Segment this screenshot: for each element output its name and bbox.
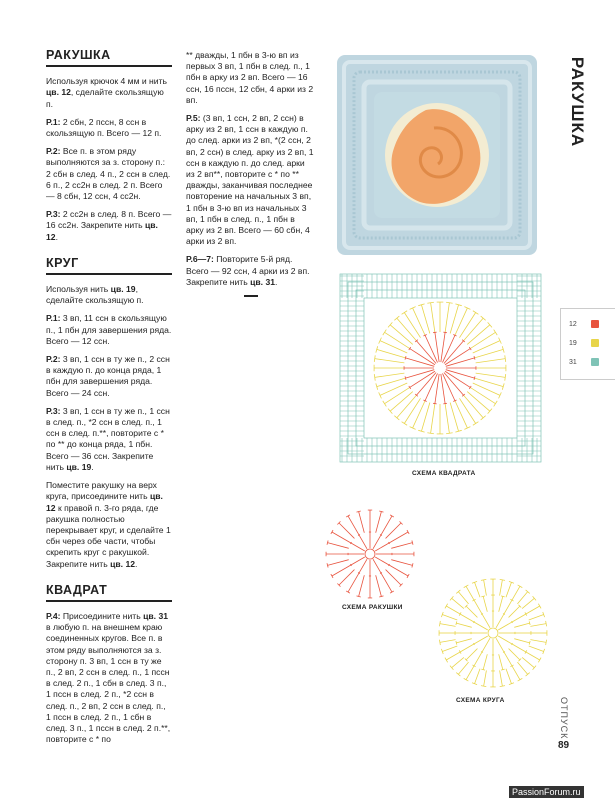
shell-row-1: Р.1: 2 сбн, 2 пссн, 8 ссн в скользящую п. Всего — 12 п.	[46, 116, 162, 139]
circle-chart-r3-stitch	[522, 657, 534, 667]
square-chart-circle-stitch	[375, 373, 405, 377]
circle-chart-r3-stitch	[526, 606, 540, 614]
swatch-dot-31	[591, 358, 599, 366]
shell-chart-r2-stitch	[381, 573, 392, 592]
shell-row-3: Р.3: 2 сс2н в след. 8 п. Всего — 16 сс2н. Закрепите нить цв. 12.	[46, 209, 172, 242]
square-chart-circle-stitch	[397, 395, 417, 418]
circle-chart-r3-stitch	[512, 586, 520, 600]
circle-chart-r3-stitch	[500, 670, 503, 686]
square-chart-circle-stitch	[384, 387, 409, 403]
circle-chart-r2-stitch	[483, 596, 487, 611]
circle-chart-r3-stitch	[442, 646, 457, 651]
circle-chart-r1-stitch	[496, 614, 504, 628]
circle-chart-r2-stitch-top	[456, 641, 457, 645]
square-chart-shell-stitch	[446, 370, 475, 378]
square-chart-circle-stitch-top	[402, 422, 408, 426]
section-label: ОТПУСК	[559, 697, 569, 740]
circle-chart-r3-stitch	[506, 582, 511, 597]
circle-chart-r3-stitch	[442, 615, 457, 620]
circle-chart-r3-stitch	[484, 670, 487, 686]
circle-chart-r2-stitch	[512, 644, 526, 652]
circle-chart-r2-stitch	[474, 652, 482, 666]
shell-chart-ring	[365, 549, 375, 559]
circle-chart-r3-stitch-top	[500, 579, 505, 580]
circle-chart-r3-stitch	[452, 657, 464, 667]
end-rule	[244, 295, 258, 297]
shell-chart-r2-stitch	[391, 560, 412, 566]
square-chart-shell-stitch-top	[405, 356, 406, 359]
watermark: PassionForum.ru	[509, 786, 584, 798]
shell-chart-r1-stitch	[373, 535, 381, 549]
square-chart-shell-stitch-top	[474, 376, 475, 379]
circle-chart-r3-stitch	[517, 592, 527, 604]
square-chart-shell-stitch-top	[405, 376, 406, 379]
circle-chart-r2-stitch	[512, 614, 526, 622]
circle-chart-r3-stitch-top	[439, 621, 440, 626]
shell-chart-r1-stitch	[375, 557, 389, 565]
square-chart-circle-stitch	[476, 359, 506, 363]
shell-chart-r2-stitch	[348, 516, 359, 535]
circle-chart-r3-stitch-top	[500, 686, 505, 687]
shell-chart-r1-stitch	[351, 557, 365, 565]
circle-chart-r3-stitch	[529, 615, 544, 620]
circle-chart-r3-stitch-top	[481, 686, 486, 687]
circle-chart-r2-stitch	[456, 639, 471, 643]
square-chart-shell-stitch	[445, 371, 470, 387]
swatch-dot-19	[591, 339, 599, 347]
shell-chart-r1-stitch	[375, 543, 389, 551]
shell-chart-r2-stitch	[332, 532, 351, 543]
square-chart-shell-stitch-top	[443, 403, 447, 404]
square-chart-circle-stitch-top	[402, 311, 408, 315]
circle-chart-r2-stitch	[499, 596, 503, 611]
swatch-19: 19	[569, 340, 577, 347]
caption-shell: СХЕМА РАКУШКИ	[342, 604, 403, 611]
square-chart-circle-stitch-top	[505, 355, 506, 362]
square-chart-circle-stitch-top	[374, 374, 375, 381]
circle-chart-r2-stitch-top	[501, 596, 505, 597]
circle-chart-r2-stitch	[456, 623, 471, 627]
swatch-31: 31	[569, 359, 577, 366]
circle-chart-r3-stitch	[446, 606, 460, 614]
shell-chart-r2-stitch	[359, 511, 365, 532]
circle-chart-r3-stitch-top	[538, 604, 541, 609]
shell-intro: Используя крючок 4 мм и нить цв. 12, сделайте скользящую п.	[46, 76, 168, 109]
shell-chart-r1-stitch	[351, 543, 365, 551]
square-chart-circle-stitch-top	[383, 330, 387, 336]
circle-chart-r3-stitch	[530, 624, 546, 627]
circle-chart-r2-stitch	[509, 606, 520, 617]
circle-chart-r3-stitch	[529, 646, 544, 651]
square-chart-circle-stitch-top	[494, 401, 498, 407]
circle-chart-r3-stitch	[466, 666, 474, 680]
circle-chart-r3-stitch	[458, 592, 468, 604]
circle-chart-r1-stitch	[496, 638, 504, 652]
shell-chart-r1-stitch	[373, 559, 381, 573]
circle-chart-r3-stitch-top	[518, 678, 523, 681]
square-chart-circle-stitch	[404, 398, 420, 423]
shell-chart-r2-stitch-top	[357, 511, 361, 512]
square-chart-shell-stitch	[445, 349, 470, 365]
circle-chart-r2-stitch-top	[481, 596, 485, 597]
circle-chart-r2-stitch-top	[529, 621, 530, 625]
circle-chart-r3-stitch	[446, 652, 460, 660]
caption-square: СХЕМА КВАДРАТА	[412, 470, 476, 477]
circle-chart-r3-stitch-top	[538, 658, 541, 663]
circle-chart-r3-stitch	[440, 640, 456, 643]
circle-chart-r2-stitch	[499, 654, 503, 669]
circle-chart-r2-stitch	[466, 606, 477, 617]
square-chart-shell-stitch-top	[433, 332, 437, 333]
square-chart-circle-stitch	[390, 392, 413, 412]
square-chart-circle-stitch	[470, 387, 495, 403]
shell-chart-r2-stitch	[391, 543, 412, 549]
shell-row-2: Р.2: Все п. в этом ряду выполняются за з. сторону п.: 2 сбн в след. 4 п., 2 ссн в след. 6 п., 2 сс2н в след. 2 п. Всего — 8 сбн, 12 ссн, 4 сс2н.	[46, 146, 171, 202]
circle-chart-r3-stitch-top	[445, 604, 448, 609]
shell-chart-r2-stitch	[327, 560, 348, 566]
circle-row-1: Р.1: 3 вп, 11 ссн в скользящую п., 1 пбн для завершения ряда. Всего — 12 ссн.	[46, 313, 172, 346]
square-chart-circle-stitch	[459, 398, 475, 423]
circle-chart-r3-stitch-top	[546, 621, 547, 626]
circle-row-3: Р.3: 3 вп, 1 ссн в ту же п., 1 ссн в след. п., *2 ссн в след. п., 1 ссн в след. п.**, повторите с * по ** до конца ряда, 1 пбн. Всего — 36 ссн. Закрепите нить цв. 19.	[46, 405, 170, 472]
shell-chart-r2-stitch	[389, 532, 408, 543]
circle-chart-r3-stitch	[500, 580, 503, 596]
square-chart-circle-stitch	[445, 303, 449, 333]
square-chart-circle-stitch	[390, 325, 413, 345]
circle-chart-r3-stitch-top	[518, 585, 523, 588]
circle-chart-r3-stitch	[484, 580, 487, 596]
square-row-6-7: Р.6—7: Повторите 5-й ряд. Всего — 92 ссн, 4 арки из 2 вп. Закрепите нить цв. 31.	[186, 254, 310, 287]
square-chart-circle-stitch	[384, 332, 409, 348]
circle-chart-r3-stitch	[475, 582, 480, 597]
circle-chart-r2-stitch	[483, 654, 487, 669]
circle-chart-r1-stitch	[498, 636, 512, 644]
square-chart-circle-stitch-top	[473, 311, 479, 315]
square-chart-circle-stitch-top	[446, 302, 453, 303]
square-chart-circle-stitch-top	[427, 302, 434, 303]
square-chart-shell-stitch	[410, 349, 435, 365]
shell-chart-r2-stitch	[327, 543, 348, 549]
square-chart-shell-stitch	[405, 358, 434, 366]
middle-column	[186, 50, 314, 297]
shell-chart-r1-stitch	[359, 535, 367, 549]
color-legend	[560, 308, 615, 380]
caption-circle: СХЕМА КРУГА	[456, 697, 505, 704]
square-chart-shell-stitch	[410, 371, 435, 387]
circle-chart-r2-stitch	[474, 600, 482, 614]
circle-chart-r3-stitch-top	[445, 658, 448, 663]
circle-intro: Используя нить цв. 19, сделайте скользящую п.	[46, 284, 144, 306]
section-title-circle: КРУГ	[46, 258, 172, 275]
square-chart-circle-stitch-top	[494, 330, 498, 336]
square-chart-circle-stitch	[459, 312, 475, 337]
section-title-square: КВАДРАТ	[46, 585, 172, 602]
circle-chart-r3-stitch	[440, 624, 456, 627]
shell-chart-r2-stitch	[376, 511, 382, 532]
circle-chart-r3-stitch	[466, 586, 474, 600]
circle-chart-r3-stitch	[506, 669, 511, 684]
circle-chart-r3-stitch-top	[464, 678, 469, 681]
shell-chart-r2-stitch-top	[327, 541, 328, 545]
square-chart-shell-stitch-top	[443, 332, 447, 333]
square-chart-circle-stitch	[404, 312, 420, 337]
square-chart-circle-stitch	[467, 392, 490, 412]
shell-chart-r2-stitch-top	[412, 563, 413, 567]
circle-row-2: Р.2: 3 вп, 1 ссн в ту же п., 2 ссн в каждую п. до конца ряда, 1 пбн для завершения ряда. Всего — 24 ссн.	[46, 354, 170, 398]
square-chart-shell-stitch	[446, 358, 475, 366]
square-chart-circle-stitch	[464, 318, 484, 341]
circle-chart-r3-stitch	[512, 666, 520, 680]
square-chart-circle-stitch	[470, 332, 495, 348]
side-title: РАКУШКА	[568, 56, 587, 148]
circle-chart-r3-stitch-top	[464, 585, 469, 588]
shell-chart-r2-stitch	[359, 575, 365, 596]
left-column	[46, 50, 172, 752]
shell-chart-r2-stitch-top	[379, 511, 383, 512]
square-row-4: Р.4: Присоедините нить цв. 31 в любую п. на внешнем краю соединенных кругов. Все п. в этом ряду выполняются за з. сторону п. 3 вп, 1 ссн в ту же п., 2 вп, 2 ссн в след. п., 1 пссн в след. 2 п., 1 сбн в след. 3 п., 1 пссн в след. 2 п., *2 ссн в след. п., 2 вп, 2 ссн в след. п., 1 пссн в след. 2 п., 1 сбн в след. 3 п., 1 пссн в след. 2 п.**, повторите с * по	[46, 610, 171, 745]
shell-chart-r2-stitch	[389, 565, 408, 576]
circle-chart-r3-stitch	[522, 598, 534, 608]
shell-chart-r1-stitch	[359, 559, 367, 573]
section-title-shell: РАКУШКА	[46, 50, 172, 67]
shell-chart	[322, 506, 418, 602]
square-chart-circle-stitch	[476, 373, 506, 377]
circle-chart-r2-stitch	[504, 600, 512, 614]
square-chart-circle-stitch-top	[383, 401, 387, 407]
circle-chart-r2-stitch	[509, 649, 520, 660]
square-chart-circle-stitch-top	[505, 374, 506, 381]
circle-chart-r3-stitch-top	[546, 640, 547, 645]
square-chart-circle-stitch-top	[446, 433, 453, 434]
circle-chart-r2-stitch	[514, 639, 529, 643]
square-chart	[338, 272, 543, 464]
shell-chart-r2-stitch	[339, 570, 355, 586]
square-chart-shell-stitch-top	[474, 356, 475, 359]
circle-chart-r3-stitch-top	[481, 579, 486, 580]
shell-chart-r2-stitch	[339, 523, 355, 539]
square-chart-circle-stitch	[397, 318, 417, 341]
swatch-12: 12	[569, 321, 577, 328]
circle-chart-r2-stitch	[504, 652, 512, 666]
square-chart-circle-stitch	[431, 303, 435, 333]
square-chart-shell-stitch-top	[433, 403, 437, 404]
square-chart-circle-stitch-top	[473, 422, 479, 426]
circle-chart-r2-stitch	[514, 623, 529, 627]
shell-chart-r2-stitch	[348, 573, 359, 592]
square-chart-circle-stitch-top	[427, 433, 434, 434]
crochet-square-photo	[334, 52, 540, 258]
square-chart-circle-stitch	[467, 325, 490, 345]
shell-chart-r2-stitch-top	[379, 596, 383, 597]
circle-chart-r3-stitch-top	[439, 640, 440, 645]
swatch-dot-12	[591, 320, 599, 328]
circle-chart-r2-stitch	[460, 614, 474, 622]
circle-chart-r2-stitch-top	[529, 641, 530, 645]
square-chart-shell-stitch	[405, 370, 434, 378]
circle-chart-r3-stitch	[452, 598, 464, 608]
circle-chart-r3-stitch	[517, 662, 527, 674]
circle-chart-r2-stitch	[466, 649, 477, 660]
shell-chart-r2-stitch	[376, 575, 382, 596]
circle-chart-r3-stitch	[458, 662, 468, 674]
square-row-5: Р.5: (3 вп, 1 ссн, 2 вп, 2 ссн) в арку из 2 вп, 1 ссн в каждую п. до след. арки из 2 вп, *(2 ссн, 2 вп, 2 ссн) в след. арку из 2 вп, 1 ссн в каждую п. до след. арки из 2 вп**, повторите с * по ** дважды, заканчивая последнее повторение на начальных 3 вп, 1 пбн в 3-ю вп из начальных 3 вп, 1 пбн в след. п., 1 пбн в арку из 2 вп. Всего — 60 сбн, 4 арки из 2 вп.	[186, 113, 314, 247]
circle-chart-r1-stitch	[474, 636, 488, 644]
shell-chart-r2-stitch	[332, 565, 351, 576]
circle-join: Поместите ракушку на верх круга, присоедините нить цв. 12 к правой п. 3-го ряда, где ракушка полностью перекрывает круг, и сделайте 1 сбн через обе части, чтобы скрепить круг с ракушкой. Закрепите нить цв. 12.	[46, 480, 171, 569]
circle-chart-r3-stitch	[530, 640, 546, 643]
square-chart-circle-stitch	[445, 404, 449, 434]
shell-chart-r2-stitch	[386, 523, 402, 539]
square-chart-circle-stitch-top	[374, 355, 375, 362]
shell-chart-r2-stitch-top	[357, 596, 361, 597]
circle-chart-r1-stitch	[474, 622, 488, 630]
shell-chart-r2-stitch	[381, 516, 392, 535]
shell-chart-r2-stitch-top	[327, 563, 328, 567]
circle-chart-r2-stitch-top	[456, 621, 457, 625]
square-chart-circle-stitch	[464, 395, 484, 418]
circle-chart-r2-stitch-top	[481, 669, 485, 670]
circle-chart-r1-stitch	[482, 614, 490, 628]
square-chart-circle-stitch	[375, 359, 405, 363]
shell-chart-r2-stitch	[386, 570, 402, 586]
circle-chart-r3-stitch	[526, 652, 540, 660]
circle-chart-r3-stitch	[475, 669, 480, 684]
circle-chart-r2-stitch	[460, 644, 474, 652]
page-number: 89	[558, 740, 570, 751]
circle-chart-r1-stitch	[482, 638, 490, 652]
circle-chart-r2-stitch-top	[501, 669, 505, 670]
square-row-4-cont: ** дважды, 1 пбн в 3-ю вп из первых 3 вп, 1 пбн в след. п., 1 пбн в арку из 2 вп. Всего — 16 ссн, 16 пссн, 12 сбн, 4 арки из 2 вп.	[186, 50, 314, 105]
square-chart-circle-stitch	[431, 404, 435, 434]
shell-chart-r2-stitch-top	[412, 541, 413, 545]
circle-chart	[436, 576, 550, 690]
circle-chart-r1-stitch	[498, 622, 512, 630]
circle-chart-ring	[488, 628, 498, 638]
